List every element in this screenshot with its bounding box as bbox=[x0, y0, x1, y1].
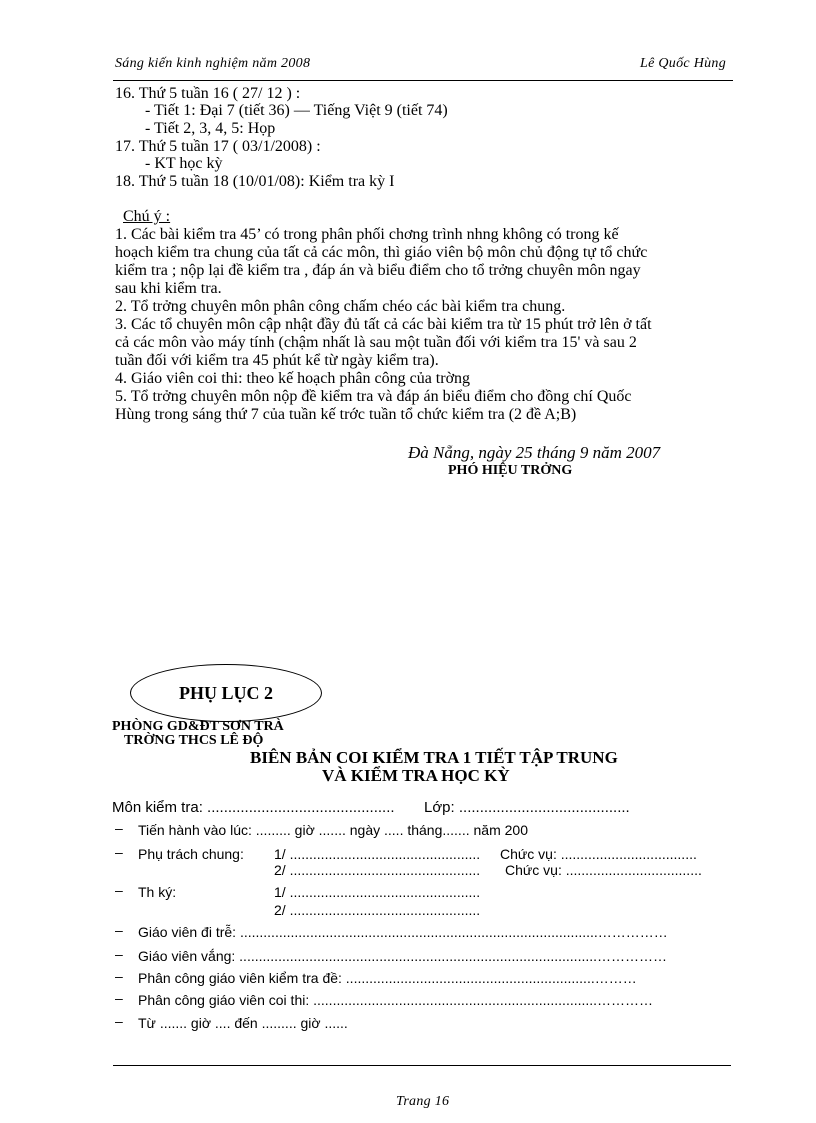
note-line: cả các môn vào máy tính (chậm nhất là sau một tuần đối với kiểm tra 15' và sau 2 bbox=[115, 334, 637, 351]
secretary-field: 2/ ................................................. bbox=[274, 902, 481, 918]
late-teachers-field: Giáo viên đi trễ: ............................................................................................…………… bbox=[138, 924, 668, 940]
bullet-dash: – bbox=[115, 946, 123, 962]
bullet-dash: – bbox=[115, 922, 123, 938]
schedule-item: - KT học kỳ bbox=[145, 155, 223, 172]
note-title: Chú ý : bbox=[123, 208, 171, 225]
secretary-field: 1/ ................................................. bbox=[274, 884, 481, 900]
note-line: hoạch kiểm tra chung của tất cả các môn, thì giáo viên bộ môn chủ động tự tổ chức bbox=[115, 244, 648, 261]
proctor-assign-field: Phân công giáo viên coi thi: .........................................................................………… bbox=[138, 992, 654, 1008]
note-line: tuần đối với kiểm tra 45 phút kể từ ngày kiểm tra). bbox=[115, 352, 439, 369]
schedule-item: 18. Thứ 5 tuần 18 (10/01/08): Kiểm tra kỳ I bbox=[115, 173, 395, 190]
bullet-dash: – bbox=[115, 882, 123, 898]
note-line: 3. Các tổ chuyên môn cập nhật đầy đủ tất cả các bài kiểm tra từ 15 phút trở lên ở tất bbox=[115, 316, 652, 333]
schedule-item: - Tiết 1: Đại 7 (tiết 36) — Tiếng Việt 9 (tiết 74) bbox=[145, 102, 448, 119]
bullet-dash: – bbox=[115, 1013, 123, 1029]
footer-rule bbox=[113, 1065, 731, 1066]
schedule-item: 16. Thứ 5 tuần 16 ( 27/ 12 ) : bbox=[115, 85, 301, 102]
bullet-dash: – bbox=[115, 990, 123, 1006]
org-name: PHÒNG GD&ĐT SƠN TRÀ bbox=[112, 719, 284, 734]
note-line: kiểm tra ; nộp lại đề kiểm tra , đáp án và biểu điểm cho tổ trởng chuyên môn ngay bbox=[115, 262, 641, 279]
class-field: Lớp: ......................................... bbox=[424, 799, 630, 816]
note-line: Hùng trong sáng thứ 7 của tuần kế trớc tuần tổ chức kiểm tra (2 đề A;B) bbox=[115, 406, 577, 423]
note-line: 5. Tổ trởng chuyên môn nộp đề kiểm tra và đáp án biểu điểm cho đồng chí Quốc bbox=[115, 388, 632, 405]
secretary-label: Th ký: bbox=[138, 884, 177, 900]
subject-field: Môn kiểm tra: ............................................. bbox=[112, 799, 395, 816]
exam-assign-field: Phân công giáo viên kiểm tra đề: ................................................................……… bbox=[138, 970, 637, 986]
incharge-field: 2/ ................................................. bbox=[274, 862, 481, 878]
bullet-dash: – bbox=[115, 844, 123, 860]
position-field: Chức vụ: ................................... bbox=[505, 862, 702, 878]
signature-role: PHÓ HIỆU TRỞNG bbox=[448, 463, 573, 478]
header-author: Lê Quốc Hùng bbox=[640, 56, 727, 71]
schedule-item: 17. Thứ 5 tuần 17 ( 03/1/2008) : bbox=[115, 138, 321, 155]
note-line: 2. Tổ trởng chuyên môn phân công chấm chéo các bài kiểm tra chung. bbox=[115, 298, 566, 315]
schedule-item: - Tiết 2, 3, 4, 5: Họp bbox=[145, 120, 276, 137]
bullet-dash: – bbox=[115, 968, 123, 984]
header-rule bbox=[113, 80, 733, 81]
incharge-label: Phụ trách chung: bbox=[138, 846, 244, 862]
signature-date: Đà Nẵng, ngày 25 tháng 9 năm 2007 bbox=[408, 443, 661, 462]
appendix-label: PHỤ LỤC 2 bbox=[130, 664, 322, 722]
absent-teachers-field: Giáo viên vắng: ............................................................................................…………… bbox=[138, 948, 668, 964]
form-subtitle: VÀ KIỂM TRA HỌC KỲ bbox=[322, 766, 510, 785]
time-range-field: Từ ....... giờ .... đến ......... giờ ...... bbox=[138, 1015, 348, 1031]
school-name: TRỜNG THCS LÊ ĐỘ bbox=[124, 733, 264, 748]
page-number: Trang 16 bbox=[396, 1094, 450, 1109]
note-line: sau khi kiểm tra. bbox=[115, 280, 222, 297]
header-title: Sáng kiến kinh nghiệm năm 2008 bbox=[115, 56, 311, 71]
bullet-dash: – bbox=[115, 820, 123, 836]
start-time-field: Tiến hành vào lúc: ......... giờ ....... ngày ..... tháng....... năm 200 bbox=[138, 822, 528, 838]
note-line: 4. Giáo viên coi thi: theo kế hoạch phân công của trờng bbox=[115, 370, 471, 387]
form-title: BIÊN BẢN COI KIỂM TRA 1 TIẾT TẬP TRUNG bbox=[250, 748, 618, 767]
note-line: 1. Các bài kiểm tra 45’ có trong phân phối chơng trình nhng không có trong kế bbox=[115, 226, 619, 243]
incharge-field: 1/ ................................................. bbox=[274, 846, 481, 862]
position-field: Chức vụ: ................................... bbox=[500, 846, 697, 862]
